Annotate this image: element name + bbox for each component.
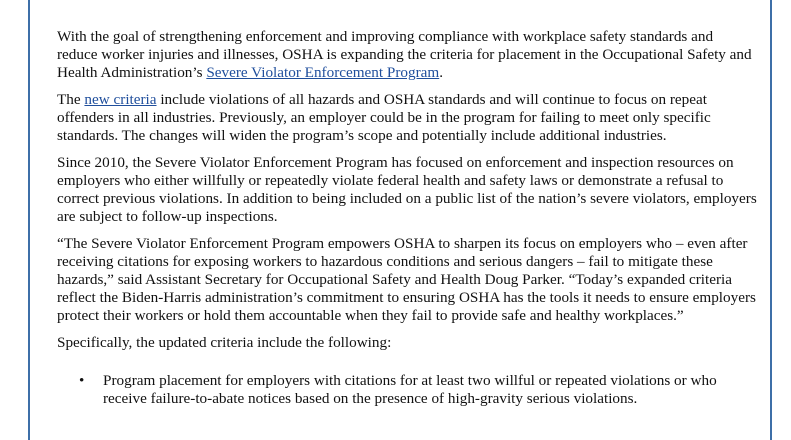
new-criteria-link[interactable]: new criteria: [84, 91, 157, 108]
paragraph-quote: “The Severe Violator Enforcement Program empowers OSHA to sharpen its focus on employers who – even after receiving citations for exposing workers to hazardous conditions and serious dangers – fail to mitigate these hazards,” said Assistant Secretary for Occupational Safety and Health Doug Parker. “Today’s expanded criteria reflect the Biden-Harris administration’s commitment to ensuring OSHA has the tools it needs to ensure employers protect their workers or hold them accountable when they fail to provide safe and healthy workplaces.”: [57, 235, 756, 324]
paragraph-intro: [57, 28, 757, 82]
list-item: [79, 372, 757, 408]
list-item-text: Program placement for employers with citations for at least two willful or repeated violations or who receive failure-to-abate notices based on the presence of high-gravity serious violations.: [103, 372, 717, 407]
criteria-list: [57, 372, 757, 408]
paragraph-new-criteria-start: The: [57, 91, 85, 108]
article-body: [57, 28, 757, 408]
bullet-marker: •: [79, 372, 85, 389]
paragraph-intro-end: .: [439, 64, 444, 81]
paragraph-criteria-intro: Specifically, the updated criteria include the following:: [57, 334, 392, 351]
paragraph-new-criteria: [57, 91, 757, 145]
paragraph-intro-text: With the goal of strengthening enforcement and improving compliance with workplace safety standards and reduce worker injuries and illnesses, OSHA is expanding the criteria for placement in the Occupational Safety and Health Administration’s: [57, 28, 752, 81]
paragraph-new-criteria-text: include violations of all hazards and OSHA standards and will continue to focus on repeat offenders in all industries. Previously, an employer could be in the program for failing to meet only specific standards. The changes will widen the program’s scope and potentially include additional industries.: [57, 91, 711, 144]
svep-link[interactable]: Severe Violator Enforcement Program: [206, 64, 440, 81]
paragraph-history: Since 2010, the Severe Violator Enforcement Program has focused on enforcement and inspection resources on employers who either willfully or repeatedly violate federal health and safety laws or demonstrate a refusal to correct previous violations. In addition to being included on a public list of the nation’s severe violators, employers are subject to follow-up inspections.: [57, 154, 757, 225]
